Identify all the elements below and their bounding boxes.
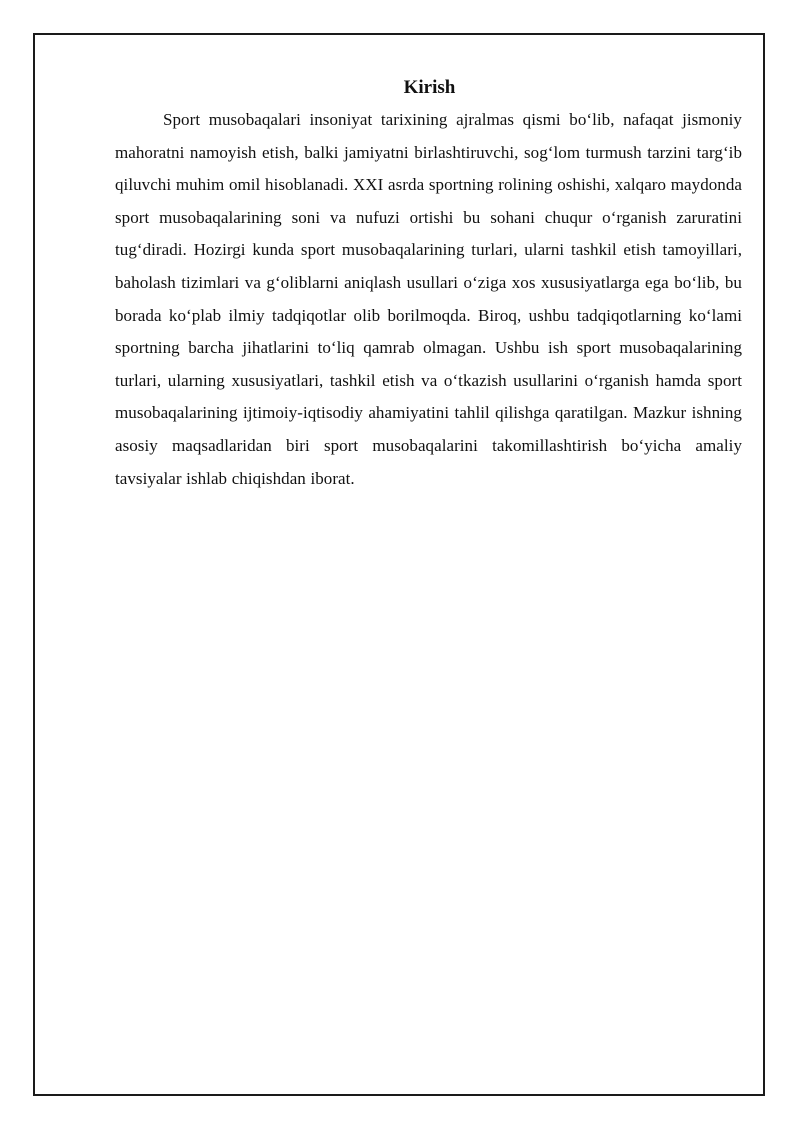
document-body	[115, 76, 742, 495]
section-heading: Kirish	[403, 77, 456, 98]
intro-paragraph: Sport musobaqalari insoniyat tarixining ajralmas qismi bo‘lib, nafaqat jismoniy mahoratni namoyish etish, balki jamiyatni birlashtiruvchi, sog‘lom turmush tarzini targ‘ib qiluvchi muhim omil hisoblanadi. XXI asrda sportning rolining oshishi, xalqaro maydonda sport musobaqalarining soni va nufuzi ortishi bu sohani chuqur o‘rganish zaruratini tug‘diradi. Hozirgi kunda sport musobaqalarining turlari, ularni tashkil etish tamoyillari, baholash tizimlari va g‘oliblarni aniqlash usullari o‘ziga xos xususiyatlarga ega bo‘lib, bu borada ko‘plab ilmiy tadqiqotlar olib borilmoqda. Biroq, ushbu tadqiqotlarning ko‘lami sportning barcha jihatlarini to‘liq qamrab olmagan. Ushbu ish sport musobaqalarining turlari, ularning xususiyatlari, tashkil etish va o‘tkazish usullarini o‘rganish hamda sport musobaqalarining ijtimoiy-iqtisodiy ahamiyatini tahlil qilishga qaratilgan. Mazkur ishning asosiy maqsadlaridan biri sport musobaqalarini takomillashtirish bo‘yicha amaliy tavsiyalar ishlab chiqishdan iborat.	[115, 110, 742, 488]
